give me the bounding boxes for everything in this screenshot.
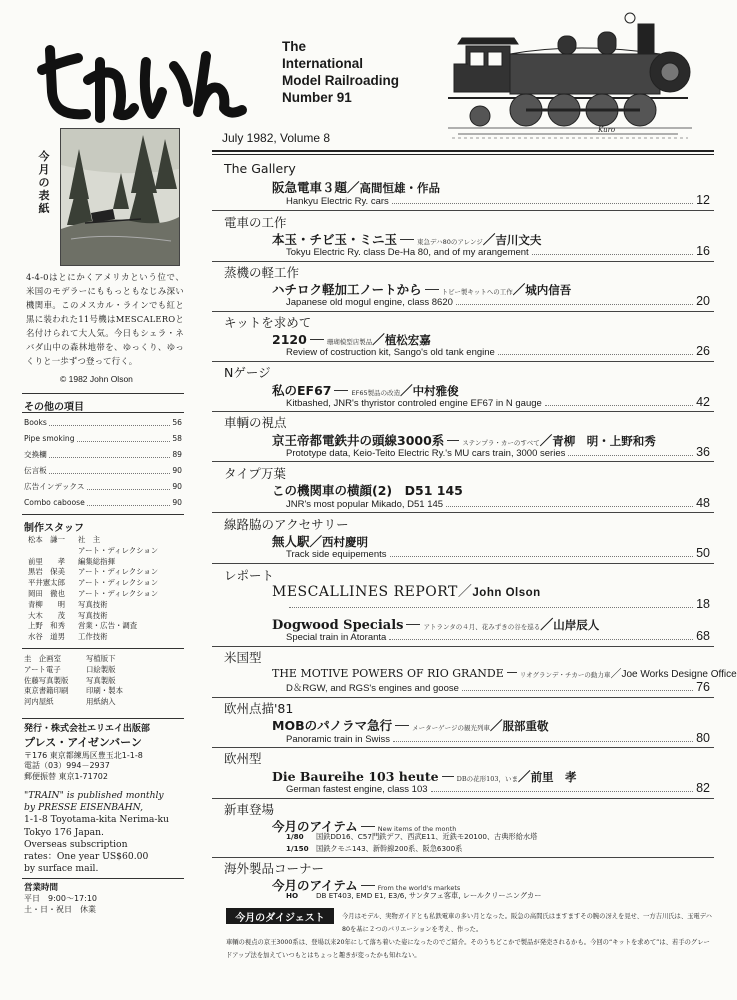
article-title[interactable]: 今月のアイテム From the world's markets: [272, 878, 461, 893]
divider: [212, 461, 714, 462]
other-item[interactable]: Books 56: [24, 417, 182, 427]
digest-heading: 今月のダイジェスト: [226, 908, 334, 924]
vendor-row: 東京書籍印刷 印刷・製本: [24, 686, 123, 696]
cover-credit: © 1982 John Olson: [60, 374, 133, 384]
category-label: 電車の工作: [224, 215, 287, 230]
article-entry[interactable]: JNR's most popular Mikado, D51 145 48: [286, 496, 710, 510]
article-entry[interactable]: Panoramic train in Swiss 80: [286, 731, 710, 745]
divider: [22, 412, 184, 413]
staff-row: 黒岩 保美 アート・ディレクション: [28, 567, 159, 577]
category-label: 蒸機の軽工作: [224, 265, 300, 280]
category-label: 欧州型: [224, 751, 262, 766]
article-entry[interactable]: Kitbashed, JNR's thyristor controled engine EF67 in N gauge 42: [286, 395, 710, 409]
divider: [212, 411, 714, 412]
article-title[interactable]: 京王帝都電鉄井の頭線3000系 ステンプラ・カーのすべて ／ 青柳 明・上野和秀: [272, 433, 656, 448]
vendor-list: [24, 654, 123, 708]
article-title[interactable]: 無人駅 ／ 西村慶明: [272, 534, 369, 549]
divider: [212, 747, 714, 748]
magazine-title: [282, 38, 399, 106]
article-title[interactable]: MESCALLINES REPORT ／ John Olson: [272, 584, 541, 600]
category-label: 海外製品コーナー: [224, 861, 325, 876]
divider: [212, 646, 714, 647]
vendor-row: 河内屋紙 用紙納入: [24, 697, 116, 707]
category-label: Nゲージ: [224, 365, 271, 380]
locomotive-illustration: [448, 6, 692, 144]
digest-text: 今月はモデル、実物ガイドとも私鉄電車の多い月となった。阪急の高間氏はますますその腕の冴えを見せ、一方吉川氏は、玉電デハ80を基に２つのバリエーションを考え、作った。: [342, 913, 712, 933]
divider: [212, 857, 714, 858]
staff-list: [28, 535, 158, 643]
title-line: Model Railroading: [282, 73, 400, 88]
article-entry[interactable]: Tokyu Electric Ry. class De-Ha 80, and of my arangement 16: [286, 244, 710, 258]
publisher-info: 発行・株式会社エリエイ出版部 プレス・アイゼンバーン 〒176 東京都練馬区豊玉北1-1-8 電話（03）994－2937 郵便振替 東京1-71702: [24, 724, 150, 781]
illustration-signature: Kuro: [598, 126, 616, 134]
vendor-row: アート電子 口絵製版: [24, 664, 116, 674]
category-label: 線路脇のアクセサリー: [224, 517, 349, 532]
other-item[interactable]: 伝言板 90: [24, 465, 182, 475]
divider: [22, 878, 184, 879]
article-entry[interactable]: Review of costruction kit, Sango's old tank engine 26: [286, 344, 710, 358]
cover-heading: 今月の表紙: [38, 150, 50, 215]
category-label: 新車登場: [224, 802, 275, 817]
publisher-english: "TRAIN" is published monthly by PRESSE EISENBAHN, 1-1-8 Toyotama-kita Nerima-ku Tokyo 176 Japan. Overseas subscription rates：One year US$60.00 by surface mail.: [24, 790, 169, 875]
article-title[interactable]: Dogwood Specials アトランタの４月、花みずきの谷を巡る ／ 山岸辰人: [272, 618, 600, 633]
digest-text-continued: 車輌の視点の京王3000系は、登場以来20年にして落ち着いた姿になったのでご紹介。そのうちどこかで製品が発売されるかも。今回の“キットを求めて”は、若手のグレードアップ法を加えていつもとはちょっと趣きが変ったかも知れない。: [226, 939, 710, 959]
article-title[interactable]: 2120 珊瑚模型店製品 ／ 植松宏嘉: [272, 332, 431, 347]
divider: [212, 261, 714, 262]
article-entry[interactable]: 18: [286, 597, 710, 611]
article-title[interactable]: 私のEF67 EF65製品の改造 ／ 中村雅俊: [272, 383, 459, 398]
new-item-line: 1/150 国鉄クモニ143、新幹線200系、阪急6300系: [286, 844, 463, 853]
new-item-line: 1/80 国鉄DD16、C57門鉄デフ、西武E11、近鉄モ20100、古典形給水塔: [286, 832, 538, 841]
title-line: International: [282, 56, 364, 71]
article-entry[interactable]: Japanese old mogul engine, class 8620 20: [286, 294, 710, 308]
staff-row: 青柳 明 写真技術: [28, 599, 108, 609]
article-title[interactable]: ハチロク軽加工ノートから トビー製キットへの工作 ／ 城内信吾: [272, 282, 572, 297]
divider: [212, 361, 714, 362]
staff-row: 大木 茂 写真技術: [28, 610, 108, 620]
article-title[interactable]: 本玉・チビ玉・ミニ玉 東急デハ80のアレンジ ／ 吉川文夫: [272, 232, 542, 247]
vendor-row: 佐藤写真製版 写真製版: [24, 675, 116, 685]
divider: [212, 512, 714, 513]
staff-row: アート・ディレクション: [78, 545, 159, 555]
divider: [212, 697, 714, 698]
divider: [22, 718, 184, 719]
staff-heading: 制作スタッフ: [24, 523, 84, 534]
divider: [212, 798, 714, 799]
article-title[interactable]: Die Baureihe 103 heute DBの花形103，いま ／ 前里 孝: [272, 769, 577, 784]
article-entry[interactable]: Special train in Atoranta 68: [286, 629, 710, 643]
divider: [212, 563, 714, 564]
foreign-item-line: HO DB ET403, EMD E1, E3/6, サンタフェ客車, レールクリーニングカー: [286, 891, 542, 900]
article-entry[interactable]: Hankyu Electric Ry. cars 12: [286, 193, 710, 207]
staff-row: 松本 謙一 社 主: [28, 535, 101, 544]
article-entry[interactable]: German fastest engine, class 103 82: [286, 781, 710, 795]
divider: [212, 210, 714, 211]
cover-photo: [60, 128, 180, 266]
category-label: 車輌の視点: [224, 415, 287, 430]
article-entry[interactable]: Track side equipements 50: [286, 546, 710, 560]
magazine-logo: [38, 22, 248, 132]
other-item[interactable]: Pipe smoking 58: [24, 433, 182, 443]
hours-heading: 営業時間: [24, 883, 59, 893]
issue-number: Number 91: [282, 90, 352, 105]
category-label: レポート: [224, 568, 275, 583]
category-label: キットを求めて: [224, 315, 312, 330]
staff-row: 上野 和秀 営業・広告・調査: [28, 621, 138, 631]
divider: [22, 514, 184, 515]
divider: [212, 154, 714, 155]
divider: [22, 393, 184, 394]
divider: [212, 311, 714, 312]
article-entry[interactable]: Prototype data, Keio-Teito Electric Ry.'s MU cars train, 3000 series 36: [286, 445, 710, 459]
staff-row: 岡田 徹也 アート・ディレクション: [28, 588, 159, 598]
issue-date: July 1982, Volume 8: [222, 131, 331, 145]
other-item[interactable]: Combo caboose 90: [24, 497, 182, 507]
divider: [212, 150, 714, 152]
article-title[interactable]: 阪急電車３題 ／ 高間恒雄・作品: [272, 180, 441, 195]
article-title[interactable]: この機関車の横顔(2) D51 145: [272, 483, 463, 498]
staff-row: 水谷 道男 工作技術: [28, 632, 108, 642]
cover-description: 4-4-0はとにかくアメリカという位で、米国のモデラーにももっともなじみ深い機関車。このメスカル・ラインでも紅と黒に装われた11号機はMESCALEROと名付けられて大人気。今日もシェラ・ネバダ山中の森林地帯を、ゆっくり、ゆっくりと一歩ずつ登って行く。: [26, 272, 184, 366]
other-items-heading: その他の項目: [24, 402, 84, 413]
category-label: 米国型: [224, 650, 262, 665]
category-label: 欧州点描'81: [224, 701, 294, 716]
category-label: タイプ万葉: [224, 466, 286, 481]
hours: 平日 9:00～17:10 土・日・祝日 休業: [24, 894, 98, 914]
other-item[interactable]: 交換欄 89: [24, 449, 182, 459]
vendor-row: 圭 企画室 写植版下: [24, 654, 116, 663]
staff-row: 平井憲太郎 アート・ディレクション: [28, 578, 159, 588]
other-item[interactable]: 広告インデックス 90: [24, 481, 182, 491]
title-line: The: [282, 39, 307, 54]
article-title[interactable]: 今月のアイテム New items of the month: [272, 819, 457, 834]
article-title[interactable]: MOBのパノラマ急行 メーターゲージの観光列車 ／ 服部重敬: [272, 718, 549, 733]
article-title[interactable]: THE MOTIVE POWERS OF RIO GRANDE リオグランデ・チカーの動力車 ／ Joe Works Designe Office: [272, 667, 737, 680]
category-label: The Gallery: [224, 161, 296, 176]
article-entry[interactable]: D＆RGW, and RGS's engines and goose 76: [286, 680, 710, 694]
staff-row: 前里 孝 編集総指揮: [28, 556, 115, 566]
divider: [22, 648, 184, 649]
